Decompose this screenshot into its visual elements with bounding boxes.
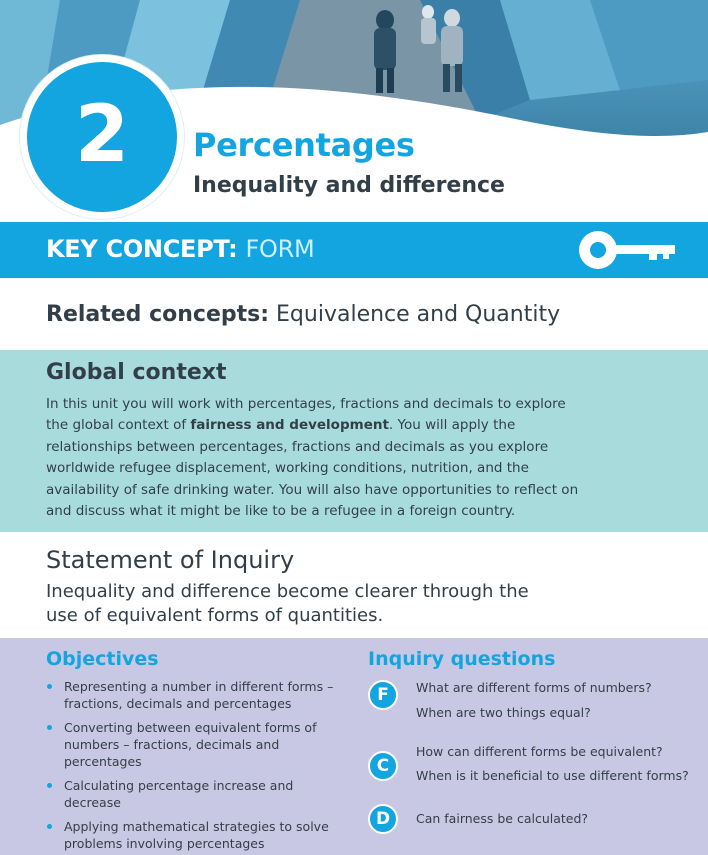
objective-text: Applying mathematical strategies to solve problems involving percentages: [64, 819, 329, 851]
objective-item: [46, 777, 346, 811]
factual-badge: F: [368, 680, 398, 710]
global-context-text-end: . You will apply the relationships between percentages, fractions and decimals as you explore worldwide refugee displacement, working conditions, nutrition, and the availability of safe drinking water. You will also have opportunities to reflect on and discuss what it might be like to be a refugee in a foreign country.: [46, 417, 579, 520]
objectives-inquiry-section: [0, 638, 708, 855]
debatable-badge: D: [368, 804, 398, 834]
objective-item: [46, 678, 346, 712]
global-context-section: [0, 350, 708, 532]
bullet-icon: [47, 783, 52, 788]
global-context-text: [46, 394, 586, 522]
objective-text: Converting between equivalent forms of numbers – fractions, decimals and percentages: [64, 720, 317, 769]
objectives-list: [46, 678, 346, 855]
objective-text: Representing a number in different forms – fractions, decimals and percentages: [64, 679, 334, 711]
unit-number-badge: [20, 55, 184, 219]
objectives-title: Objectives: [46, 648, 159, 670]
statement-of-inquiry-title: Statement of Inquiry: [46, 546, 295, 574]
unit-subtitle: Inequality and difference: [193, 173, 505, 198]
key-concept: [46, 235, 314, 263]
conceptual-badge: C: [368, 751, 398, 781]
key-concept-value: FORM: [245, 235, 315, 263]
key-concept-bar: [0, 222, 708, 278]
related-concepts-label: Related concepts:: [46, 302, 270, 327]
key-icon: [577, 229, 677, 271]
global-context-text-start: In this unit you will work with percentages, fractions and decimals to explore the global context of: [46, 396, 566, 434]
related-concepts: [46, 302, 560, 327]
key-concept-label: KEY CONCEPT:: [46, 235, 238, 263]
statement-of-inquiry-text: Inequality and difference become clearer through the use of equivalent forms of quantities.: [46, 581, 529, 626]
bullet-icon: [47, 824, 52, 829]
inquiry-question: How can different forms be equivalent?: [416, 744, 663, 759]
bullet-icon: [47, 684, 52, 689]
objective-item: [46, 818, 346, 852]
bullet-icon: [47, 725, 52, 730]
global-context-highlight: fairness and development: [190, 417, 389, 434]
inquiry-questions-title: Inquiry questions: [368, 648, 556, 670]
objective-item: [46, 719, 346, 770]
unit-title: Percentages: [193, 126, 415, 164]
objective-text: Calculating percentage increase and decrease: [64, 778, 294, 810]
global-context-title: Global context: [46, 360, 227, 385]
inquiry-question: When are two things equal?: [416, 705, 591, 720]
inquiry-question: When is it beneficial to use different forms?: [416, 768, 689, 783]
inquiry-question: Can fairness be calculated?: [416, 811, 589, 826]
related-concepts-value: Equivalence and Quantity: [276, 302, 561, 327]
inquiry-question: What are different forms of numbers?: [416, 680, 652, 695]
unit-number: 2: [74, 90, 130, 180]
